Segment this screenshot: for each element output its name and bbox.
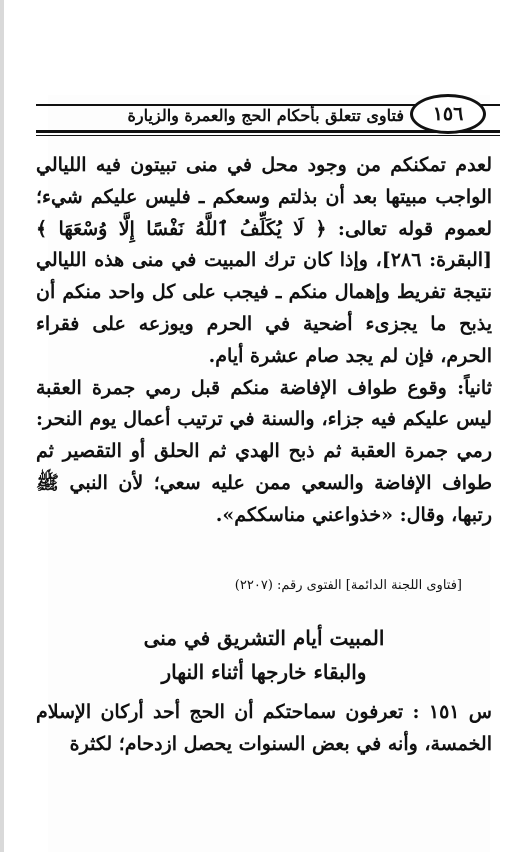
- page-number-text: ١٥٦: [432, 103, 464, 125]
- fatwa-citation: [فتاوى اللجنة الدائمة] الفتوى رقم: (٢٢٠٧): [234, 578, 462, 593]
- page-spine-shadow: [0, 0, 4, 852]
- paragraph-2: ثانياً: وقوع طواف الإفاضة منكم قبل رمي جمرة العقبة ليس عليكم فيه جزاء، والسنة في ترتيب أعمال يوم النحر: رمي جمرة العقبة ثم ذبح الهدي ثم الحلق أو التقصير ثم طواف الإفاضة والسعي ممن عليه سعي؛ لأن النبي ﷺ رتبها، وقال: «خذواعني مناسككم».: [36, 376, 492, 526]
- body-text: [36, 150, 492, 532]
- section-title-line-2: والبقاء خارجها أثناء النهار: [161, 660, 367, 684]
- paragraph-1: لعدم تمكنكم من وجود محل في منى تبيتون فيه الليالي الواجب مبيتها بعد أن بذلتم وسعكم ـ فليس عليكم شيء؛ لعموم قوله تعالى: ﴿ لَا يُكَلِّفُ ٱللَّهُ نَفْسًا إِلَّا وُسْعَهَا ﴾ [البقرة: ٢٨٦]، وإذا كان ترك المبيت في منى هذه الليالي نتيجة تفريط وإهمال منكم ـ فيجب على كل واحد منكم أن يذبح ما يجزىء أضحية في الحرم ويوزعه على فقراء الحرم، فإن لم يجد صام عشرة أيام.: [36, 154, 493, 367]
- header-rule-bottom-thin: [36, 135, 500, 136]
- question-paragraph: س ١٥١ : تعرفون سماحتكم أن الحج أحد أركان الإسلام الخمسة، وأنه في بعض السنوات يحصل ازدحام؛ لكثرة: [36, 701, 492, 755]
- section-title-line-1: المبيت أيام التشريق في منى: [143, 626, 385, 650]
- page-header: [36, 90, 500, 146]
- question-text: [36, 696, 492, 760]
- running-title: فتاوى تتعلق بأحكام الحج والعمرة والزيارة: [127, 106, 404, 125]
- page-number: [410, 94, 486, 134]
